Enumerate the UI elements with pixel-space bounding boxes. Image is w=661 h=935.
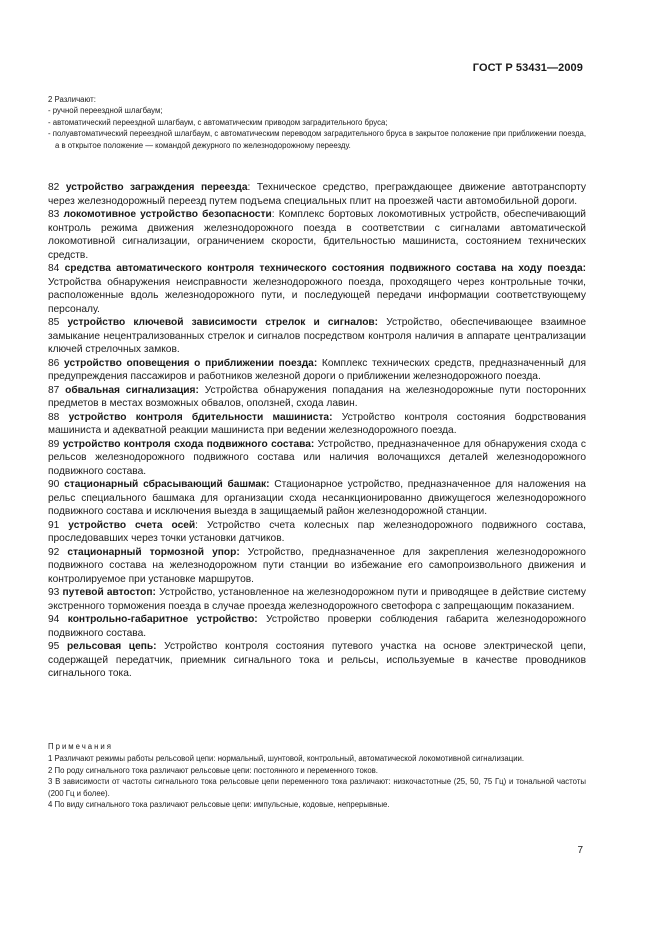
definition-sep <box>157 641 165 652</box>
definition-90 <box>48 478 586 519</box>
intro-line: - полуавтоматический переездной шлагбаум, с автоматическим переводом заградительного бруса в закрытое положение при приближении поезда, а в открытое положение — командой дежурного по железнодорожному переезду. <box>48 129 586 150</box>
definition-86 <box>48 357 586 384</box>
definition-term: устройство счета осей <box>68 519 196 531</box>
notes-title: Примечания <box>48 742 114 751</box>
note-item: 2 По роду сигнального тока различают рельсовые цепи: постоянного и переменного токов. <box>48 765 378 775</box>
definition-94 <box>48 613 586 640</box>
definition-85 <box>48 316 586 357</box>
definition-92 <box>48 546 586 587</box>
page-number: 7 <box>577 845 583 856</box>
definition-number: 91 <box>48 519 60 531</box>
definition-text: Устройство, предназначенное для закрепления железнодорожного подвижного состава на железнодорожном пути станции во избежание его самопроизвольного движения и контролируемое при установке маршрутов. <box>48 546 586 585</box>
definition-term: устройство ключевой зависимости стрелок и сигналов: <box>67 317 379 328</box>
note-item: 4 По виду сигнального тока различают рельсовые цепи: импульсные, кодовые, непрерывные. <box>48 800 390 810</box>
definition-number: 87 <box>48 384 60 396</box>
definition-term: устройство контроля бдительности машиниста: <box>68 411 333 423</box>
definition-term: устройство оповещения о приближении поезда: <box>64 357 318 369</box>
definition-number: 89 <box>48 438 60 450</box>
definition-text: Устройство, предназначенное для обнаружения схода с рельсов железнодорожного подвижного состава или наличия волочащихся деталей железнодорожного подвижного состава. <box>48 438 586 477</box>
definition-term: путевой автостоп: <box>62 587 156 598</box>
definition-sep: : <box>271 209 279 220</box>
definition-number: 88 <box>48 411 60 423</box>
definition-number: 95 <box>48 641 60 652</box>
definition-term: средства автоматического контроля технического состояния подвижного состава на ходу поезда: <box>64 263 586 274</box>
definition-text: Техническое средство, преграждающее движение автотранспорту через железнодорожный переезд путем подъема специальных плит на проезжей части автомобильной дороги. <box>48 182 586 207</box>
intro-block <box>48 94 586 151</box>
intro-line: 2 Различают: <box>48 95 96 104</box>
definition-88 <box>48 411 586 438</box>
definition-number: 85 <box>48 317 60 328</box>
definition-91 <box>48 519 586 546</box>
definition-number: 83 <box>48 209 60 220</box>
definition-sep: : <box>247 182 257 193</box>
definition-term: рельсовая цепь: <box>66 641 157 652</box>
definition-text: Устройства обнаружения неисправности железнодорожного поезда, проходящего через контрольные точки, расположенные вдоль железнодорожного пути, и последующей передачи информации соответствующему персоналу. <box>48 276 586 315</box>
definition-term: устройство заграждения переезда <box>65 182 248 193</box>
definition-87 <box>48 384 586 411</box>
note-item: 1 Различают режимы работы рельсовой цепи: нормальный, шунтовой, контрольный, автоматической локомотивной сигнализации. <box>48 754 525 764</box>
definition-93 <box>48 586 586 613</box>
definition-text: Устройство, установленное на железнодорожном пути и приводящее в действие систему экстренного торможения поезда в случае проезда железнодорожного светофора с запрещающим показанием. <box>48 587 586 612</box>
definition-number: 93 <box>48 587 60 598</box>
definition-89 <box>48 438 586 479</box>
definition-term: стационарный тормозной упор: <box>67 546 240 558</box>
intro-line: - автоматический переездной шлагбаум, с автоматическим приводом заградительного бруса; <box>48 117 388 127</box>
definition-text: Комплекс бортовых локомотивных устройств, обеспечивающий контроль режима движения железнодорожного поезда в соответствии с сигналами автоматической локомотивной сигнализации, ограничением скорости, бдительностью машиниста, состоянием технических средств. <box>48 209 586 261</box>
definition-term: контрольно-габаритное устройство: <box>67 614 258 625</box>
definition-95 <box>48 640 586 681</box>
definition-term: устройство контроля схода подвижного состава: <box>62 438 315 450</box>
definition-83 <box>48 208 586 262</box>
definition-number: 86 <box>48 357 60 369</box>
definition-sep <box>240 547 248 558</box>
standard-header: ГОСТ Р 53431—2009 <box>472 62 583 74</box>
definition-term: локомотивное устройство безопасности <box>63 209 272 220</box>
definition-sep <box>378 317 386 328</box>
definition-text: Комплекс технических средств, предназначенный для предупреждения пассажиров и работников железной дороги о приближении железнодорожного поезда. <box>48 357 586 382</box>
definition-text: Устройства обнаружения попадания на железнодорожные пути посторонних предметов в местах возможных обвалов, оползней, схода лавин. <box>48 384 586 409</box>
definition-number: 82 <box>48 182 60 193</box>
definition-text: Устройство контроля состояния путевого участка на основе электрической цепи, содержащей передатчик, приемник сигнального тока и рельсы, используемые в качестве проводников сигнального тока. <box>48 641 586 679</box>
definition-text: Устройство контроля состояния бодрствования машиниста и адекватной реакции машиниста при ведении железнодорожного поезда. <box>48 411 586 436</box>
notes-block <box>48 741 586 810</box>
definition-sep: : <box>195 519 207 531</box>
definition-text: Устройство, обеспечивающее взаимное замыкание нецентрализованных стрелок и сигналов посредством контроля наличия в аппарате централизации ключей стрелочных замков. <box>48 317 586 355</box>
definition-text: Устройство проверки соблюдения габарита железнодорожного подвижного состава. <box>48 614 586 639</box>
definition-term: обвальная сигнализация: <box>65 384 199 396</box>
definition-term: стационарный сбрасывающий башмак: <box>64 479 270 490</box>
definition-number: 84 <box>48 263 60 274</box>
note-item: 3 В зависимости от частоты сигнального тока рельсовые цепи переменного тока различают: низкочастотные (25, 50, 75 Гц) и тональной частоты (200 Гц и более). <box>48 777 586 798</box>
intro-line: - ручной переездной шлагбаум; <box>48 106 163 116</box>
definition-84 <box>48 262 586 316</box>
definition-82 <box>48 181 586 208</box>
definition-text: Устройство счета колесных пар железнодорожного подвижного состава, проследовавших через точки установки датчиков. <box>48 519 586 544</box>
definition-sep <box>258 614 266 625</box>
definition-number: 92 <box>48 546 60 558</box>
definition-number: 94 <box>48 614 60 625</box>
definition-sep <box>333 412 342 423</box>
definition-text: Стационарное устройство, предназначенное для наложения на рельс специального башмака для организации схода несанкционированно движущегося железнодорожного подвижного состава и исключения выезда в защищаемый район железнодорожной станции. <box>48 479 586 517</box>
definitions-list <box>48 181 586 681</box>
definition-number: 90 <box>48 479 60 490</box>
